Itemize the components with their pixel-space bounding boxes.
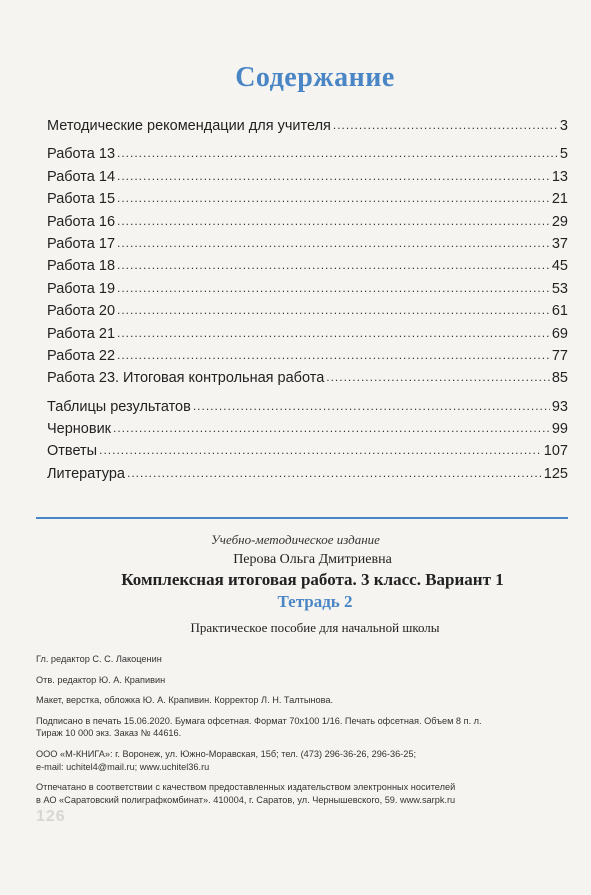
toc-entry-label: Работа 23. Итоговая контрольная работа <box>47 370 325 387</box>
toc-entry-page: 5 <box>559 146 568 163</box>
toc-entry <box>47 143 568 165</box>
toc-leader-dots <box>117 277 550 299</box>
toc-entry-page: 53 <box>551 280 568 297</box>
toc-entry <box>47 278 568 300</box>
toc-entry-page: 13 <box>551 168 568 185</box>
toc-entry <box>47 440 568 462</box>
page-number: 126 <box>36 808 66 825</box>
toc-entry-label: Работа 15 <box>47 191 116 208</box>
print-info-line-2: Тираж 10 000 экз. Заказ № 44616. <box>36 728 182 739</box>
toc-leader-dots <box>99 439 542 461</box>
toc-entry <box>47 211 568 233</box>
toc-entry <box>47 188 568 210</box>
publisher-line-2: e-mail: uchitel4@mail.ru; www.uchitel36.ru <box>36 761 210 772</box>
toc-list <box>47 115 568 485</box>
book-purpose: Практическое пособие для начальной школы <box>190 620 440 635</box>
toc-entry-page: 99 <box>551 421 568 438</box>
toc-entry-page: 29 <box>551 213 568 230</box>
toc-leader-dots <box>117 210 550 232</box>
toc-entry <box>47 463 568 485</box>
imprint-credits <box>36 653 576 806</box>
toc-leader-dots <box>113 417 550 439</box>
toc-entry <box>47 418 568 440</box>
toc-entry-page: 3 <box>559 118 568 134</box>
toc-leader-dots <box>193 395 550 417</box>
toc-entry-page: 21 <box>551 191 568 208</box>
toc-leader-dots <box>117 254 550 276</box>
toc-entry <box>47 367 568 389</box>
toc-entry-label: Работа 22 <box>47 347 116 364</box>
toc-title: Содержание <box>235 62 395 93</box>
toc-entry <box>47 345 568 367</box>
toc-leader-dots <box>117 165 550 187</box>
toc-entry <box>47 233 568 255</box>
toc-entry-page: 107 <box>543 443 568 460</box>
toc-entry-label: Работа 20 <box>47 303 116 320</box>
toc-leader-dots <box>127 462 542 484</box>
layout-credits: Макет, верстка, обложка Ю. А. Крапивин. Корректор Л. Н. Талтынова. <box>36 695 334 706</box>
toc-entry-label: Работа 18 <box>47 258 116 275</box>
toc-entry <box>47 323 568 345</box>
print-info-line-1: Подписано в печать 15.06.2020. Бумага офсетная. Формат 70х100 1/16. Печать офсетная. Объем 8 п. л. <box>36 715 482 726</box>
toc-entry-label: Черновик <box>47 421 112 438</box>
toc-entry-label: Работа 16 <box>47 213 116 230</box>
edition-type: Учебно-методическое издание <box>211 532 380 547</box>
section-divider <box>36 517 568 519</box>
toc-entry-label: Работа 13 <box>47 146 116 163</box>
toc-entry-page: 45 <box>551 258 568 275</box>
toc-entry <box>47 300 568 322</box>
toc-entry-page: 69 <box>551 325 568 342</box>
editor-in-chief: Гл. редактор С. С. Лакоценин <box>36 654 162 664</box>
toc-entry-page: 37 <box>551 235 568 252</box>
toc-entry-page: 61 <box>551 303 568 320</box>
toc-entry <box>47 255 568 277</box>
toc-entry <box>47 166 568 188</box>
printer-line-2: в АО «Саратовский полиграфкомбинат». 410004, г. Саратов, ул. Чернышевского, 59. www.sarpk.ru <box>36 794 456 805</box>
responsible-editor: Отв. редактор Ю. А. Крапивин <box>36 674 166 685</box>
toc-entry-page: 125 <box>543 465 568 482</box>
toc-leader-dots <box>117 344 550 366</box>
printer-line-1: Отпечатано в соответствии с качеством предоставленных издательством электронных носителей <box>36 782 456 793</box>
toc-entry-page: 93 <box>551 398 568 415</box>
author-name: Перова Ольга Дмитриевна <box>233 552 392 567</box>
toc-leader-dots <box>117 299 550 321</box>
toc-entry <box>47 115 568 137</box>
toc-leader-dots <box>117 322 550 344</box>
toc-entry-label: Работа 14 <box>47 168 116 185</box>
toc-entry-page: 85 <box>551 370 568 387</box>
book-title: Комплексная итоговая работа. 3 класс. Вариант 1 <box>121 570 504 589</box>
notebook-number: Тетрадь 2 <box>277 592 353 611</box>
toc-leader-dots <box>117 232 550 254</box>
toc-entry-label: Литература <box>47 465 125 482</box>
toc-entry-label: Методические рекомендации для учителя <box>47 118 331 134</box>
publisher-line-1: ООО «М-КНИГА»: г. Воронеж, ул. Южно-Моравская, 15б; тел. (473) 296-36-26, 296-36-25; <box>36 748 417 759</box>
toc-entry-label: Ответы <box>47 443 98 460</box>
toc-leader-dots <box>117 187 550 209</box>
toc-leader-dots <box>117 142 558 164</box>
toc-leader-dots <box>326 366 550 388</box>
toc-entry <box>47 396 568 418</box>
toc-entry-label: Работа 21 <box>47 325 116 342</box>
toc-entry-label: Таблицы результатов <box>47 398 191 415</box>
toc-entry-label: Работа 17 <box>47 235 116 252</box>
toc-entry-label: Работа 19 <box>47 280 116 297</box>
toc-leader-dots <box>333 114 558 136</box>
toc-entry-page: 77 <box>551 347 568 364</box>
